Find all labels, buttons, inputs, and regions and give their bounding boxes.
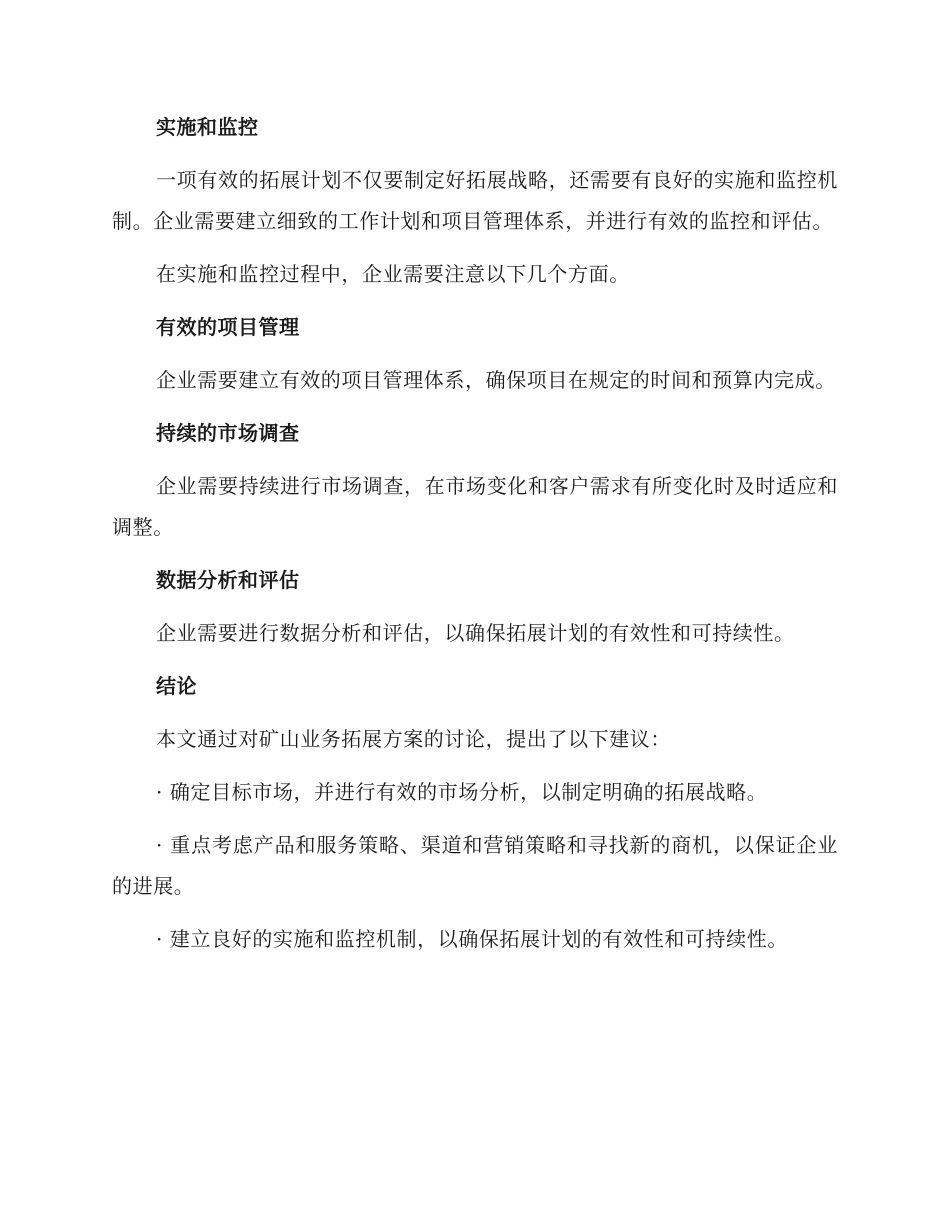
paragraph: 企业需要建立有效的项目管理体系，确保项目在规定的时间和预算内完成。 xyxy=(156,368,836,392)
section-heading: 持续的市场调查 xyxy=(156,421,300,445)
section-heading: 结论 xyxy=(156,674,197,698)
paragraph: 在实施和监控过程中，企业需要注意以下几个方面。 xyxy=(156,262,630,286)
paragraph: 企业需要进行数据分析和评估，以确保拓展计划的有效性和可持续性。 xyxy=(156,621,795,645)
paragraph: 本文通过对矿山业务拓展方案的讨论，提出了以下建议： xyxy=(156,727,671,751)
paragraph: 一项有效的拓展计划不仅要制定好拓展战略，还需要有良好的实施和监控机制。企业需要建立细致的工作计划和项目管理体系，并进行有效的监控和评估。 xyxy=(112,168,838,233)
paragraph: 企业需要持续进行市场调查，在市场变化和客户需求有所变化时及时适应和调整。 xyxy=(112,474,838,539)
bullet-item: · 重点考虑产品和服务策略、渠道和营销策略和寻找新的商机，以保证企业的进展。 xyxy=(112,833,838,898)
bullet-item: · 确定目标市场，并进行有效的市场分析，以制定明确的拓展战略。 xyxy=(156,780,768,804)
section-heading: 有效的项目管理 xyxy=(156,315,300,339)
section-heading: 实施和监控 xyxy=(156,115,259,139)
section-heading: 数据分析和评估 xyxy=(156,568,300,592)
bullet-item: · 建立良好的实施和监控机制，以确保拓展计划的有效性和可持续性。 xyxy=(156,927,788,951)
